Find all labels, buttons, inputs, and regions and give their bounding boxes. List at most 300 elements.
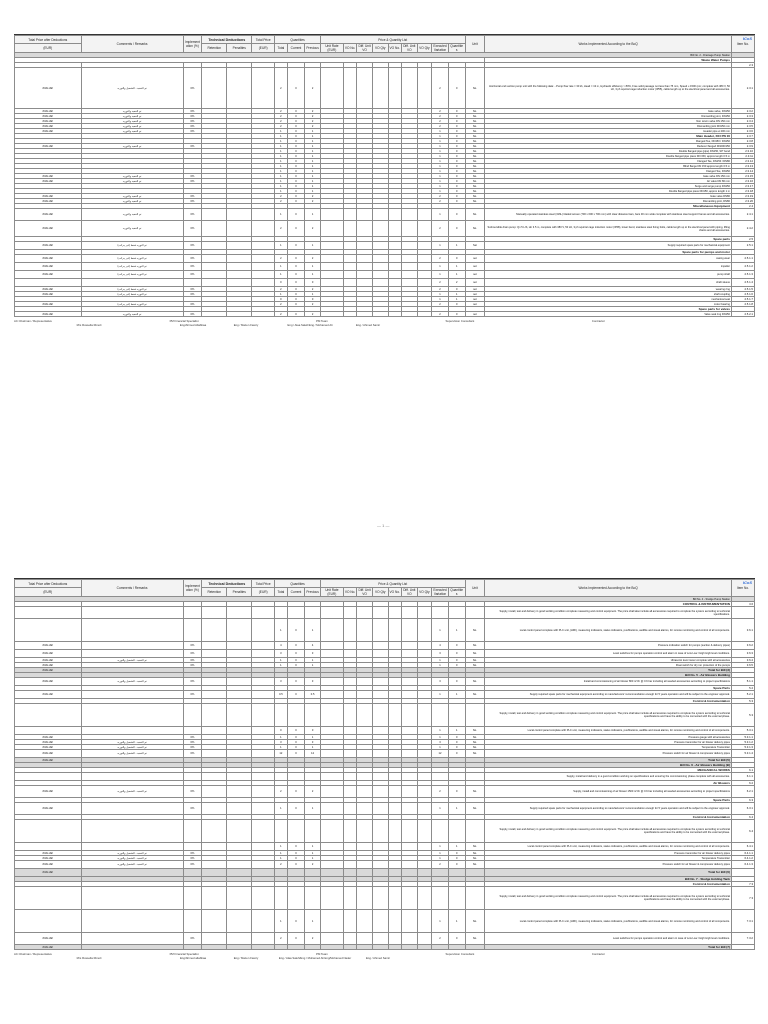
cell-quantity: 0 <box>448 209 465 221</box>
cell-q-current <box>287 607 305 619</box>
cell-vo <box>372 945 388 950</box>
cell-unit-rate <box>320 263 343 271</box>
cell-item-no <box>731 607 754 619</box>
cell-q-current: 0 <box>287 209 305 221</box>
cell-description: shaft coupling <box>485 292 732 297</box>
cell-comment: تم التوريد فقط (غير مركب) <box>81 271 183 279</box>
cell-retention <box>202 945 227 950</box>
cell-q-current: 0 <box>287 750 305 758</box>
cell-vo <box>357 861 373 869</box>
cell-q-previous: 2 <box>305 124 321 129</box>
cell-q-previous: 1 <box>305 189 321 194</box>
cell-total-price <box>252 607 275 619</box>
cell-implementation: 0% <box>183 302 202 307</box>
cell-q-total: 0.5 <box>275 691 287 699</box>
cell-vo <box>343 642 357 650</box>
cell-implementation: 0% <box>183 174 202 179</box>
cell-q-total: 1 <box>275 803 287 815</box>
cell-q-current: 0 <box>287 786 305 798</box>
cell-quantity: 0 <box>448 139 465 144</box>
cell-vo <box>402 843 418 851</box>
cell-total-price <box>252 773 275 781</box>
cell-q-current: 0 <box>287 843 305 851</box>
cell-penalties <box>227 68 252 109</box>
cell-q-current: 0 <box>287 650 305 658</box>
cell-unit-rate <box>320 255 343 263</box>
cell-quantity: 0 <box>448 856 465 861</box>
signature-role: Supervision Consultant <box>445 319 475 323</box>
cell-vo <box>357 910 373 933</box>
cell-quantity: 0 <box>448 184 465 189</box>
cell-executed-variation: 1 <box>432 164 449 169</box>
cell-vo <box>343 843 357 851</box>
cell-vo <box>357 242 373 250</box>
cell-item-no <box>731 869 754 877</box>
cell-item-no: 2.3.12 <box>731 159 754 164</box>
col-vo-no-2: VO No. <box>388 44 402 53</box>
cell-item-no: 7.3 <box>731 887 754 910</box>
table-row <box>15 263 755 271</box>
cell-total-after-ded: #VALUE! <box>15 144 82 149</box>
cell-implementation: 0% <box>183 856 202 861</box>
cell-q-total: 2 <box>275 786 287 798</box>
cell-penalties <box>227 750 252 758</box>
cell-implementation <box>183 869 202 877</box>
cell-q-previous <box>305 773 321 781</box>
signature-name: Eng/Ahmed altabbaa <box>179 956 207 960</box>
bill-title: Bill No. 2 - Drainage Pump Station <box>15 53 732 58</box>
cell-q-current: 0 <box>287 169 305 174</box>
col-diff-unit-2: Diff. Unit VO <box>403 588 416 596</box>
cell-vo <box>372 691 388 699</box>
cell-vo <box>343 869 357 877</box>
signature-role: PM Team <box>316 952 328 956</box>
cell-q-current: 0 <box>287 678 305 686</box>
cell-quantity: 0 <box>448 678 465 686</box>
cell-q-current: 0 <box>287 803 305 815</box>
cell-vo <box>417 619 432 642</box>
cell-vo <box>402 887 418 910</box>
cell-item-no: 5.2 <box>731 686 754 691</box>
cell-comment: تم التنفيذ - التشغيل والتوريد <box>81 740 183 745</box>
cell-q-previous: 2 <box>305 287 321 292</box>
cell-vo <box>357 642 373 650</box>
cell-unit: No. <box>465 678 485 686</box>
cell-description: Supply required spare parts for mechanical equipment <box>485 242 732 250</box>
cell-total-after-ded: #VALUE! <box>15 174 82 179</box>
cell-total-price <box>252 727 275 735</box>
boq-sheet-2 <box>14 578 755 960</box>
cell-quantity: 0 <box>448 154 465 159</box>
col-total-after-ded: Total Price after Deductions <box>15 580 82 588</box>
cell-q-total: 2 <box>275 221 287 237</box>
cell-implementation: 0% <box>183 292 202 297</box>
cell-q-total <box>275 773 287 781</box>
cell-unit: No. <box>465 658 485 663</box>
cell-q-previous: 1 <box>305 149 321 154</box>
cell-q-total: 0 <box>275 297 287 302</box>
col-vo-qty-2: VO Qty <box>417 588 432 597</box>
cell-q-previous: 2 <box>305 199 321 204</box>
cell-description: Blind flange DN 150 approx length 0.5 m <box>485 164 732 169</box>
cell-q-current: 0 <box>287 242 305 250</box>
cell-unit: No. <box>465 179 485 184</box>
cell-comment <box>81 727 183 735</box>
cell-unit-rate <box>320 843 343 851</box>
cell-item-no: 2.5.1.7 <box>731 297 754 302</box>
cell-q-current: 0 <box>287 109 305 114</box>
cell-vo <box>388 773 402 781</box>
cell-total-price <box>252 642 275 650</box>
cell-unit: No. <box>465 740 485 745</box>
cell-item-no: 5.3.1.1 <box>731 735 754 740</box>
cell-implementation <box>183 607 202 619</box>
cell-item-no: 2.3 <box>731 63 754 68</box>
cell-comment <box>81 843 183 851</box>
cell-item-no: 6.4.1.1 <box>731 851 754 856</box>
cell-q-previous: 1 <box>305 745 321 750</box>
cell-item-no: 2.3.2 <box>731 109 754 114</box>
col-vo-qty: VO Qty <box>372 588 388 597</box>
cell-vo <box>343 727 357 735</box>
cell-retention <box>202 750 227 758</box>
cell-executed-variation: 3 <box>432 740 449 745</box>
cell-q-total: 1 <box>275 851 287 856</box>
cell-executed-variation: 1 <box>432 129 449 134</box>
cell-total-after-ded: #VALUE! <box>15 803 82 815</box>
cell-implementation: 0% <box>183 179 202 184</box>
cell-vo <box>357 750 373 758</box>
cell-item-no: 2.5.1.5 <box>731 287 754 292</box>
cell-vo <box>417 255 432 263</box>
signature-role: PM Financial Specialist <box>169 319 199 323</box>
cell-unit: No. <box>465 159 485 164</box>
cell-quantity: 1 <box>448 271 465 279</box>
cell-quantity: 0 <box>448 159 465 164</box>
cell-quantity <box>448 887 465 910</box>
cell-q-previous: 1 <box>305 159 321 164</box>
cell-q-previous: 1 <box>305 242 321 250</box>
cell-implementation: 0% <box>183 933 202 945</box>
cell-q-current: 0 <box>287 154 305 159</box>
cell-description: Install and commissioning of air blower 800 m³/hr @ 0.6 bar including all needed accessories according to project specifications <box>485 678 732 686</box>
cell-item-no: 6.1 <box>731 768 754 773</box>
cell-executed-variation: 2 <box>432 312 449 317</box>
cell-total-after-ded: #VALUE! <box>15 199 82 204</box>
cell-vo <box>417 910 432 933</box>
cell-executed-variation: 1 <box>432 189 449 194</box>
cell-vo <box>402 68 418 109</box>
section-heading: Spare parts for pumps and motor <box>485 250 732 255</box>
cell-quantity: 0 <box>448 786 465 798</box>
cell-unit-rate <box>320 242 343 250</box>
cell-q-current: 0 <box>287 144 305 149</box>
cell-description: motor bearing <box>485 302 732 307</box>
cell-implementation: 0% <box>183 851 202 856</box>
cell-quantity: 0 <box>448 109 465 114</box>
cell-unit: No. <box>465 861 485 869</box>
cell-q-current: 0 <box>287 149 305 154</box>
cell-comment: تم التنفيذ والتوريد <box>81 124 183 129</box>
cell-total-price <box>252 750 275 758</box>
bill-total-label: Total for Bill (3) <box>485 668 732 673</box>
cell-q-total: 1 <box>275 184 287 189</box>
cell-comment: تم التوريد فقط (غير مركب) <box>81 302 183 307</box>
col-q-previous: Previous <box>305 588 321 597</box>
cell-q-current: 0 <box>287 663 305 668</box>
cell-q-total: 1 <box>275 735 287 740</box>
cell-vo <box>388 820 402 843</box>
cell-total-price <box>252 279 275 287</box>
cell-unit-rate <box>320 279 343 287</box>
cell-vo <box>357 786 373 798</box>
cell-vo <box>417 843 432 851</box>
cell-item-no: 2.3.19 <box>731 194 754 199</box>
cell-comment: تم التنفيذ - التشغيل والتوريد <box>81 745 183 750</box>
cell-implementation <box>183 727 202 735</box>
col-retention: Retention <box>202 44 227 53</box>
cell-vo <box>388 704 402 727</box>
cell-vo <box>357 271 373 279</box>
table-row <box>15 869 755 877</box>
logo: ICoS <box>742 36 752 41</box>
cell-vo <box>417 704 432 727</box>
cell-comment: تم التنفيذ والتوريد <box>81 199 183 204</box>
cell-unit: No. <box>465 119 485 124</box>
cell-unit-rate <box>320 773 343 781</box>
cell-item-no: 3.6.5 <box>731 663 754 668</box>
cell-retention <box>202 619 227 642</box>
cell-implementation: 0% <box>183 119 202 124</box>
cell-description: Manually operated stainless steel (316L) bladed screen (700 x 600 x 700 mm) with clear distance bars, bars 30 mm wide complete with stainless steel support frames and all accessories. <box>485 209 732 221</box>
cell-q-total: 1 <box>275 189 287 194</box>
cell-q-previous: 1 <box>305 174 321 179</box>
col-vo-no: VO No. <box>343 588 357 597</box>
table-row <box>15 691 755 699</box>
cell-executed-variation: 1 <box>432 910 449 933</box>
cell-executed-variation: 1 <box>432 159 449 164</box>
cell-quantity: 1 <box>448 263 465 271</box>
cell-retention <box>202 786 227 798</box>
cell-total-price <box>252 242 275 250</box>
cell-q-current: 0 <box>287 745 305 750</box>
cell-unit: No. <box>465 189 485 194</box>
cell-unit <box>465 704 485 727</box>
cell-q-total: 1 <box>275 159 287 164</box>
cell-retention <box>202 704 227 727</box>
cell-vo <box>343 312 357 317</box>
cell-total-after-ded: #VALUE! <box>15 758 82 763</box>
cell-unit: No. <box>465 174 485 179</box>
cell-executed-variation: 1 <box>432 139 449 144</box>
cell-comment <box>81 887 183 910</box>
cell-item-no: 5.3.1.2 <box>731 740 754 745</box>
cell-q-current: 0 <box>287 189 305 194</box>
cell-unit <box>465 607 485 619</box>
cell-quantity: 0 <box>448 287 465 292</box>
cell-comment: تم التوريد فقط (غير مركب) <box>81 292 183 297</box>
cell-total-price <box>252 255 275 263</box>
cell-unit: No. <box>465 619 485 642</box>
cell-vo <box>417 773 432 781</box>
cell-implementation <box>183 910 202 933</box>
cell-q-total: 2 <box>275 861 287 869</box>
section-heading: Air Blowers <box>485 781 732 786</box>
cell-quantity: 0 <box>448 199 465 204</box>
cell-quantity: 0 <box>448 164 465 169</box>
col-penalties: Penalties <box>227 588 252 597</box>
cell-unit: No. <box>465 650 485 658</box>
cell-executed-variation: 1 <box>432 663 449 668</box>
cell-description: Level switches for pumps operation control and alarm in case of Low Low / High High level conditions. <box>485 933 732 945</box>
cell-comment: تم التنفيذ - التشغيل والتوريد <box>81 678 183 686</box>
cell-vo <box>357 221 373 237</box>
cell-unit: Set <box>465 242 485 250</box>
cell-comment: تم التنفيذ - التشغيل والتوريد <box>81 861 183 869</box>
cell-q-current: 0 <box>287 174 305 179</box>
cell-unit: set <box>465 292 485 297</box>
cell-penalties <box>227 312 252 317</box>
signature-names <box>14 323 755 327</box>
cell-implementation: 0% <box>183 114 202 119</box>
cell-item-no: 2.3.11 <box>731 154 754 159</box>
cell-item-no: 2.4.1 <box>731 209 754 221</box>
cell-quantity: 0 <box>448 302 465 307</box>
cell-q-total <box>275 820 287 843</box>
cell-item-no: 6.2 <box>731 781 754 786</box>
cell-q-previous: 1 <box>305 735 321 740</box>
cell-total-after-ded: #VALUE! <box>15 735 82 740</box>
cell-total-after-ded: #VALUE! <box>15 869 82 877</box>
cell-unit-rate <box>320 68 343 109</box>
boq-table-2 <box>14 579 755 950</box>
cell-vo <box>388 279 402 287</box>
cell-penalties <box>227 619 252 642</box>
cell-item-no: 2.3.6 <box>731 129 754 134</box>
cell-vo <box>388 607 402 619</box>
cell-total-after-ded: #VALUE! <box>15 271 82 279</box>
cell-executed-variation: 2 <box>432 861 449 869</box>
cell-vo <box>417 678 432 686</box>
cell-quantity <box>448 945 465 950</box>
cell-executed-variation: 2 <box>432 199 449 204</box>
bill-total-label: Total for Bill (7) <box>485 945 732 950</box>
cell-comment <box>81 691 183 699</box>
cell-quantity: 0 <box>448 750 465 758</box>
cell-vo <box>343 68 357 109</box>
cell-vo <box>357 691 373 699</box>
cell-total-price <box>252 945 275 950</box>
cell-q-total <box>275 887 287 910</box>
col-executed-variation: Executed Variation <box>433 44 447 52</box>
section-heading: Spare parts for valves <box>485 307 732 312</box>
cell-vo <box>402 820 418 843</box>
cell-q-total: 2 <box>275 109 287 114</box>
cell-vo <box>402 255 418 263</box>
cell-unit: No. <box>465 933 485 945</box>
cell-implementation: 0% <box>183 209 202 221</box>
cell-description: Double flanged pipe piece DN150, approx length 1 m <box>485 189 732 194</box>
signature-role: PM Team <box>316 319 328 323</box>
cell-q-total: 1 <box>275 134 287 139</box>
cell-comment: تم التنفيذ والتوريد <box>81 129 183 134</box>
col-total-price-eur: (EUR) <box>252 588 275 597</box>
cell-comment <box>81 279 183 287</box>
cell-q-total: 1 <box>275 169 287 174</box>
cell-quantity: 0 <box>448 861 465 869</box>
cell-unit-rate <box>320 619 343 642</box>
table-row <box>15 910 755 933</box>
cell-comment: تم التنفيذ والتوريد <box>81 144 183 149</box>
cell-implementation: 0% <box>183 663 202 668</box>
cell-q-previous: 1 <box>305 139 321 144</box>
cell-q-previous: 2 <box>305 68 321 109</box>
cell-q-total: 2 <box>275 312 287 317</box>
cell-q-previous: 3 <box>305 678 321 686</box>
col-works: Works Implemented According to the BoQ <box>485 580 732 597</box>
cell-quantity: 0 <box>448 221 465 237</box>
col-quantities: Quantities <box>275 580 321 588</box>
cell-q-total: 1 <box>275 164 287 169</box>
cell-comment: تم التنفيذ والتوريد <box>81 109 183 114</box>
cell-vo <box>372 704 388 727</box>
cell-vo <box>417 945 432 950</box>
cell-vo <box>372 869 388 877</box>
cell-q-total: 12 <box>275 750 287 758</box>
cell-total-after-ded: #VALUE! <box>15 255 82 263</box>
cell-vo <box>402 271 418 279</box>
cell-vo <box>343 650 357 658</box>
cell-total-after-ded: #VALUE! <box>15 668 82 673</box>
table-row <box>15 255 755 263</box>
bill-title: Bill No. 4 - Sludge Pump Station <box>15 597 732 602</box>
cell-q-current: 0 <box>287 735 305 740</box>
cell-vo <box>388 727 402 735</box>
col-q-total: Total <box>275 44 287 53</box>
cell-total-after-ded: #VALUE! <box>15 861 82 869</box>
table-row <box>15 750 755 758</box>
cell-comment: تم التنفيذ والتوريد <box>81 221 183 237</box>
cell-q-previous: 1 <box>305 803 321 815</box>
cell-implementation <box>183 773 202 781</box>
cell-description: Submersible drain pump: Qn 5 L/S, Hn 3.5 m, complete with 380 V, 50 Hz, 3 ph squirrel cage induction motor (IP68), lower bend, stainless steel fixing bolts, cable length up to the electrical panel with piping, lifting chains and all accessories. <box>485 221 732 237</box>
cell-comment: تم التنفيذ والتوريد <box>81 114 183 119</box>
cell-q-total: 2 <box>275 933 287 945</box>
cell-penalties <box>227 607 252 619</box>
cell-vo <box>388 843 402 851</box>
col-comments: Comments / Remarks <box>81 36 183 53</box>
cell-item-no: 2.3.9 <box>731 144 754 149</box>
cell-unit: No. <box>465 194 485 199</box>
section-heading: MECHANICAL WORKS <box>485 768 732 773</box>
cell-unit-rate <box>320 861 343 869</box>
col-price-quantity-list: Price & Quantity List <box>320 580 465 588</box>
cell-comment: تم التنفيذ - التشغيل والتوريد <box>81 68 183 109</box>
cell-q-current: 0 <box>287 727 305 735</box>
cell-vo <box>372 642 388 650</box>
col-q-previous: Previous <box>305 44 321 53</box>
table-row <box>15 242 755 250</box>
cell-total-price <box>252 209 275 221</box>
cell-vo <box>343 691 357 699</box>
cell-unit: No. <box>465 209 485 221</box>
cell-vo <box>372 255 388 263</box>
cell-vo <box>402 727 418 735</box>
cell-retention <box>202 910 227 933</box>
cell-unit: set <box>465 279 485 287</box>
cell-penalties <box>227 803 252 815</box>
cell-total-price <box>252 933 275 945</box>
